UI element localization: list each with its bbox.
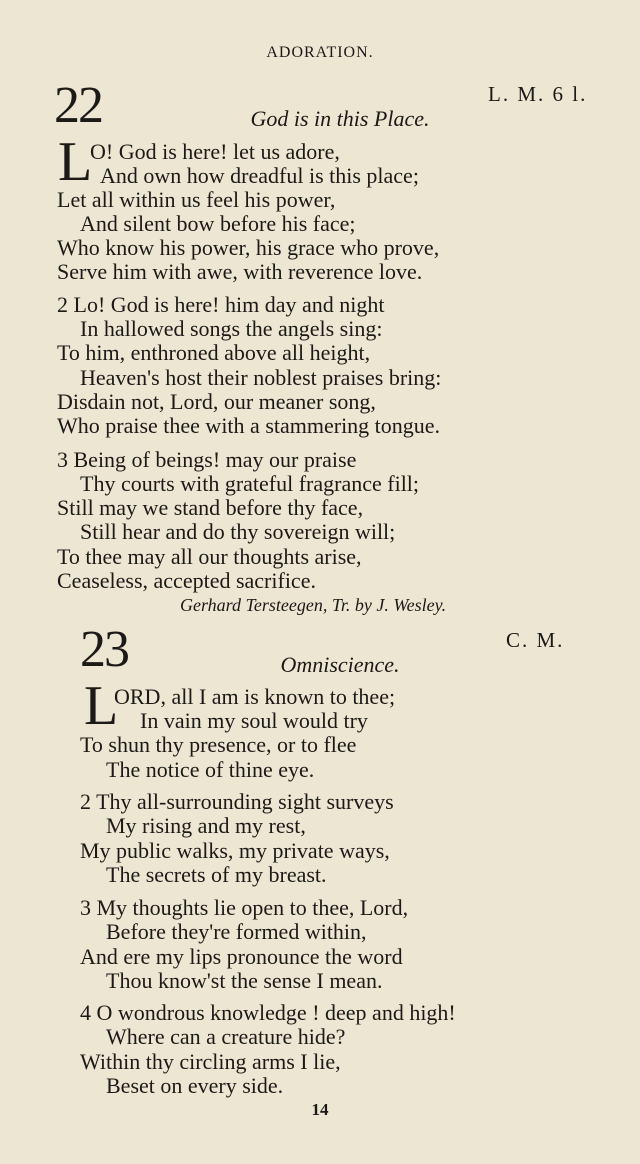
- hymn-22-line: Let all within us feel his power,: [57, 187, 336, 212]
- hymn-23-line: ORD, all I am is known to thee;: [114, 684, 396, 709]
- hymn-22-line: And silent bow before his face;: [80, 211, 356, 236]
- page-header: ADORATION.: [266, 44, 374, 61]
- hymn-22-number: 22: [54, 77, 102, 134]
- hymn-22-line: Heaven's host their noblest praises bring:: [80, 365, 442, 390]
- hymn-22-dropcap: L: [58, 131, 93, 193]
- hymn-22-line: O! God is here! let us adore,: [90, 139, 340, 164]
- hymn-23-number: 23: [80, 621, 128, 678]
- hymn-23-dropcap: L: [84, 675, 119, 737]
- hymn-22-line: To thee may all our thoughts arise,: [57, 544, 362, 569]
- hymn-22-attribution: Gerhard Tersteegen, Tr. by J. Wesley.: [180, 595, 447, 615]
- hymn-23-line: In vain my soul would try: [140, 708, 368, 733]
- hymn-23-line: Beset on every side.: [106, 1073, 284, 1098]
- hymn-22-line: Thy courts with grateful fragrance fill;: [80, 471, 420, 496]
- hymn-22-line: 3 Being of beings! may our praise: [57, 447, 357, 472]
- hymn-22-line: To him, enthroned above all height,: [57, 340, 371, 365]
- hymn-23-line: 2 Thy all-surrounding sight surveys: [80, 789, 394, 814]
- hymn-22-line: Ceaseless, accepted sacrifice.: [57, 568, 316, 593]
- hymn-22-line: In hallowed songs the angels sing:: [80, 316, 383, 341]
- hymn-23-line: And ere my lips pronounce the word: [80, 944, 403, 969]
- hymn-22-line: 2 Lo! God is here! him day and night: [57, 292, 385, 317]
- hymn-23-line: My rising and my rest,: [106, 813, 306, 838]
- hymn-23-meter: C. M.: [506, 628, 565, 652]
- hymn-22-line: Serve him with awe, with reverence love.: [57, 259, 423, 284]
- hymn-23-line: My public walks, my private ways,: [80, 838, 390, 863]
- hymn-22-line: Who praise thee with a stammering tongue.: [57, 413, 441, 438]
- hymn-22-meter: L. M. 6 l.: [488, 82, 588, 106]
- hymn-22-title: God is in this Place.: [250, 106, 430, 131]
- hymn-23-line: The secrets of my breast.: [106, 862, 327, 887]
- hymn-22-line: Still may we stand before thy face,: [57, 495, 364, 520]
- hymn-22-line: Who know his power, his grace who prove,: [57, 235, 440, 260]
- hymn-23-title: Omniscience.: [280, 652, 400, 677]
- hymn-23-line: To shun thy presence, or to flee: [80, 732, 357, 757]
- hymn-23-line: Before they're formed within,: [106, 919, 367, 944]
- hymn-23-line: 4 O wondrous knowledge ! deep and high!: [80, 1000, 456, 1025]
- hymn-22-line: Disdain not, Lord, our meaner song,: [57, 389, 376, 414]
- hymn-22-line: And own how dreadful is this place;: [100, 163, 419, 188]
- hymn-23-line: The notice of thine eye.: [106, 757, 315, 782]
- hymn-23-line: 3 My thoughts lie open to thee, Lord,: [80, 895, 409, 920]
- hymn-22-line: Still hear and do thy sovereign will;: [80, 519, 396, 544]
- hymn-23-line: Where can a creature hide?: [106, 1024, 346, 1049]
- page-number: 14: [311, 1100, 329, 1119]
- hymn-23-line: Within thy circling arms I lie,: [80, 1049, 341, 1074]
- hymn-23-line: Thou know'st the sense I mean.: [106, 968, 383, 993]
